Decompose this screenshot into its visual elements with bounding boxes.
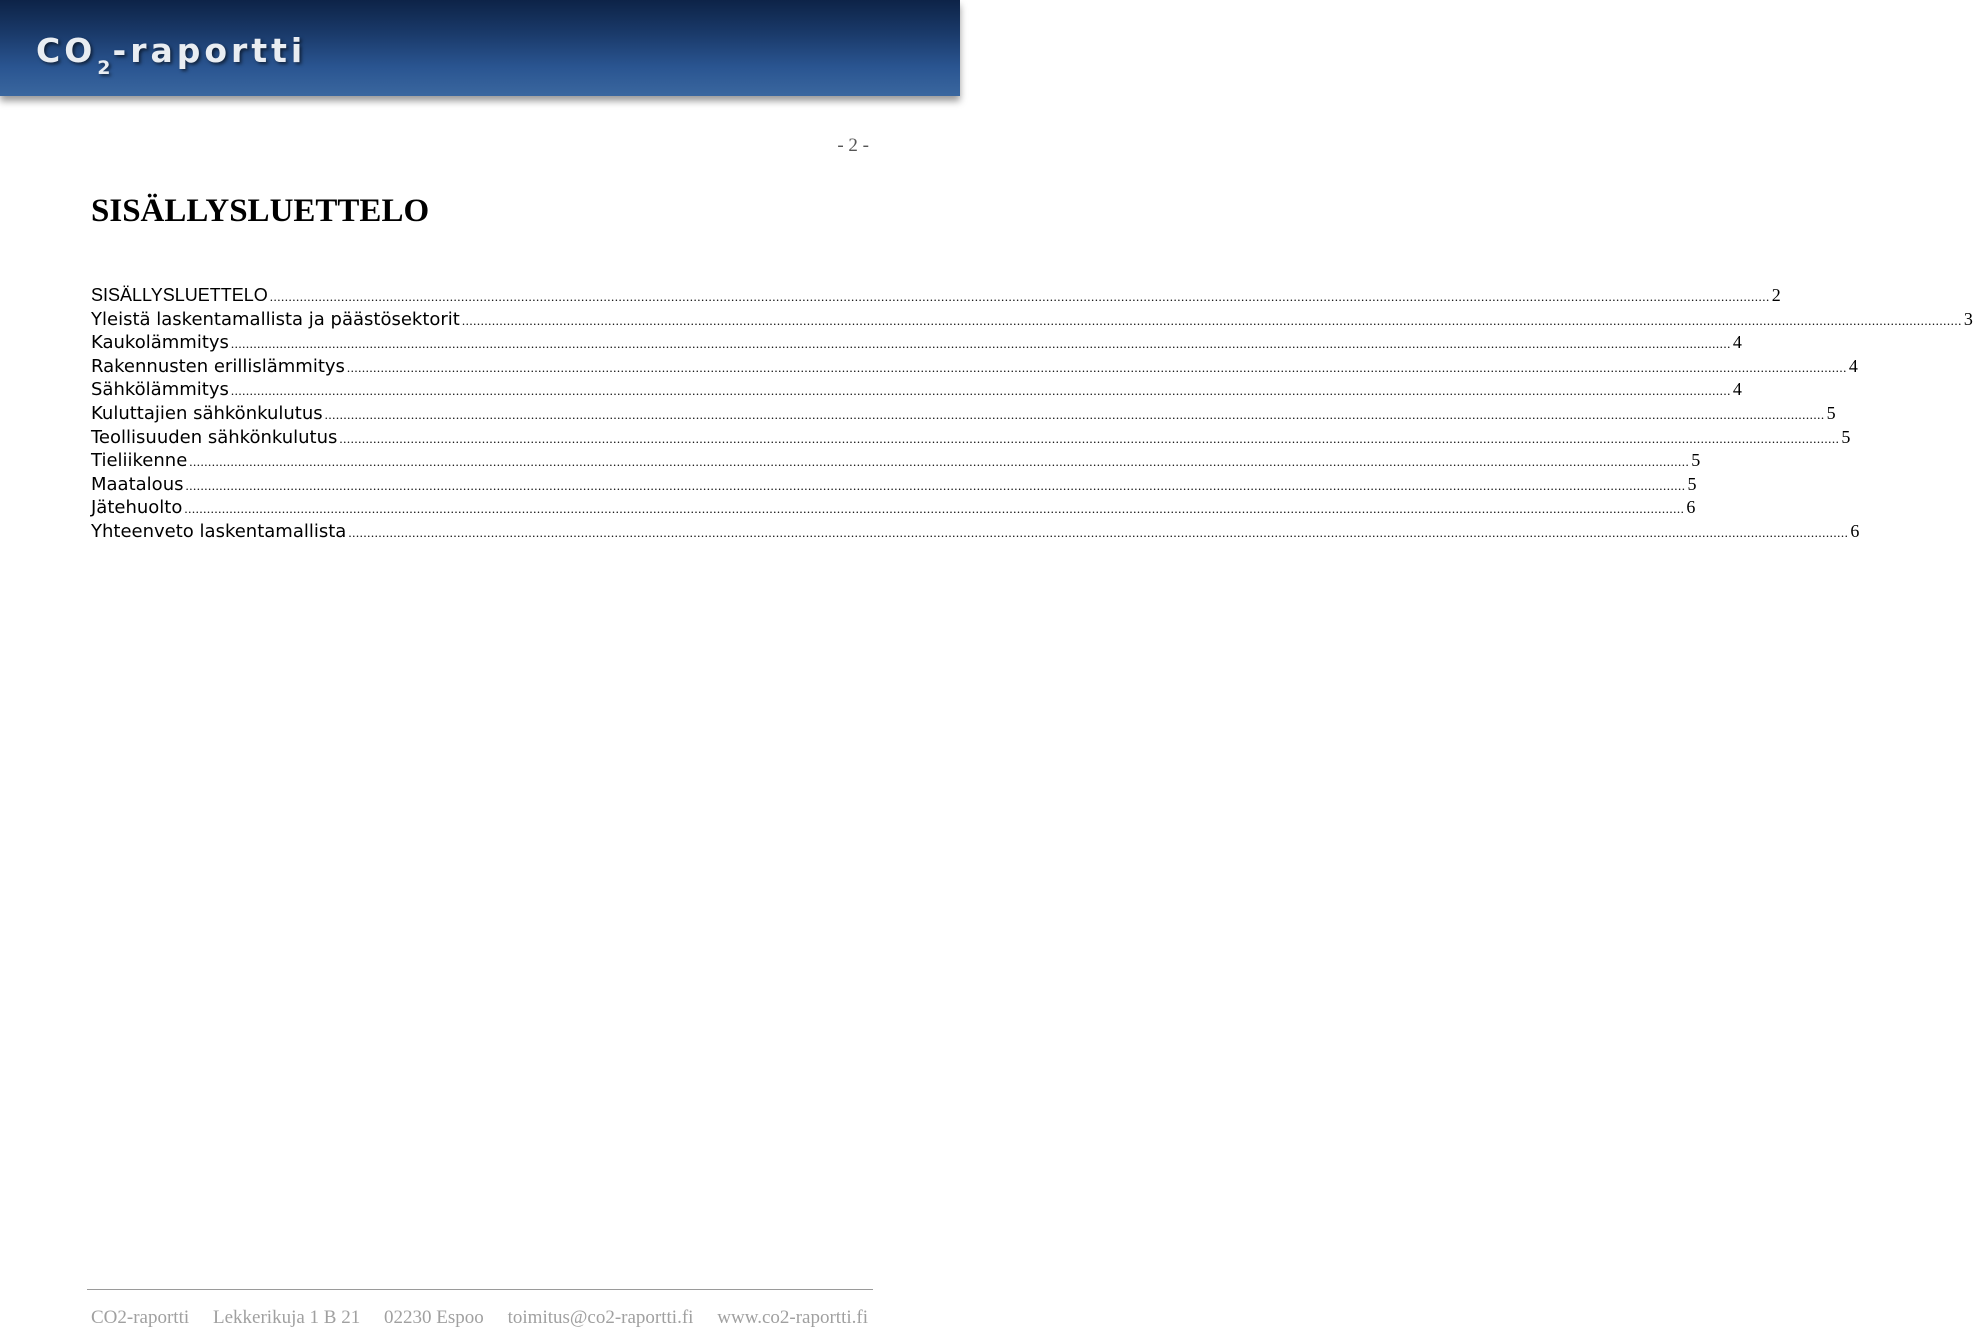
toc-entry-page: 4 (1732, 332, 1742, 353)
footer (91, 1307, 868, 1329)
toc-entry-label: Kaukolämmitys (91, 332, 229, 354)
toc-dot-leader: ................................................................................................................................................................................................................................................................................................................................................................................................................ (348, 524, 1849, 540)
toc-entry-label: Teollisuuden sähkönkulutus (91, 426, 338, 448)
toc-dot-leader: ................................................................................................................................................................................................................................................................................................................................................................................................................ (189, 454, 1690, 470)
page-number: - 2 - (837, 135, 869, 156)
toc-entry-label: Sähkölämmitys (91, 379, 229, 401)
co2-raportti-logo (36, 31, 307, 79)
toc-entry-label: SISÄLLYSLUETTELO (91, 285, 268, 305)
toc-entry[interactable] (91, 285, 1781, 309)
footer-email[interactable]: toimitus@co2-raportti.fi (507, 1307, 694, 1328)
toc-entry-page: 3 (1963, 308, 1973, 329)
toc-entry[interactable] (91, 308, 1973, 333)
toc-entry[interactable] (91, 426, 1851, 451)
logo-prefix: CO (36, 31, 97, 70)
logo-subscript: 2 (97, 57, 111, 79)
toc-entry[interactable] (91, 520, 1860, 545)
toc-dot-leader: ................................................................................................................................................................................................................................................................................................................................................................................................................ (339, 430, 1840, 446)
toc-dot-leader: ................................................................................................................................................................................................................................................................................................................................................................................................................ (230, 336, 1731, 352)
toc-entry-label: Kuluttajien sähkönkulutus (91, 402, 323, 424)
toc-entry-page: 4 (1848, 355, 1858, 376)
toc-dot-leader: ................................................................................................................................................................................................................................................................................................................................................................................................................ (346, 359, 1847, 375)
toc-entry[interactable] (91, 332, 1742, 356)
toc-entry[interactable] (91, 450, 1701, 474)
toc-dot-leader: ................................................................................................................................................................................................................................................................................................................................................................................................................ (269, 289, 1770, 304)
toc-dot-leader: ................................................................................................................................................................................................................................................................................................................................................................................................................ (184, 501, 1685, 517)
toc-entry[interactable] (91, 473, 1697, 498)
toc-entry[interactable] (91, 379, 1742, 403)
toc-entry-label: Maatalous (91, 473, 184, 495)
toc-dot-leader: ................................................................................................................................................................................................................................................................................................................................................................................................................ (230, 383, 1731, 399)
toc-entry-page: 5 (1687, 473, 1697, 494)
header-banner (0, 0, 960, 96)
toc-entry-page: 6 (1686, 497, 1696, 518)
toc-entry-label: Yhteenveto laskentamallista (91, 520, 347, 542)
logo-suffix: -raportti (112, 31, 307, 70)
toc-dot-leader: ................................................................................................................................................................................................................................................................................................................................................................................................................ (461, 312, 1962, 328)
toc-entry-page: 5 (1841, 426, 1851, 447)
table-of-contents (91, 285, 1973, 545)
toc-entry-page: 6 (1850, 520, 1860, 541)
toc-dot-leader: ................................................................................................................................................................................................................................................................................................................................................................................................................ (185, 477, 1686, 493)
footer-website[interactable]: www.co2-raportti.fi (717, 1307, 868, 1328)
toc-entry[interactable] (91, 355, 1858, 380)
toc-entry-page: 2 (1771, 285, 1781, 305)
footer-street: Lekkerikuja 1 B 21 (212, 1307, 361, 1328)
footer-company: CO2-raportti (91, 1307, 190, 1328)
toc-entry[interactable] (91, 497, 1696, 521)
toc-entry-page: 4 (1732, 379, 1742, 400)
toc-dot-leader: ................................................................................................................................................................................................................................................................................................................................................................................................................ (324, 406, 1825, 422)
toc-entry-label: Tieliikenne (91, 450, 188, 472)
toc-entry[interactable] (91, 402, 1836, 427)
toc-entry-label: Jätehuolto (91, 497, 183, 519)
page-title: SISÄLLYSLUETTELO (91, 193, 430, 229)
footer-postal: 02230 Espoo (384, 1307, 484, 1328)
toc-entry-page: 5 (1691, 450, 1701, 471)
toc-entry-page: 5 (1826, 402, 1836, 423)
toc-entry-label: Rakennusten erillislämmitys (91, 355, 345, 377)
footer-divider (87, 1289, 873, 1290)
toc-entry-label: Yleistä laskentamallista ja päästösektorit (91, 308, 460, 330)
